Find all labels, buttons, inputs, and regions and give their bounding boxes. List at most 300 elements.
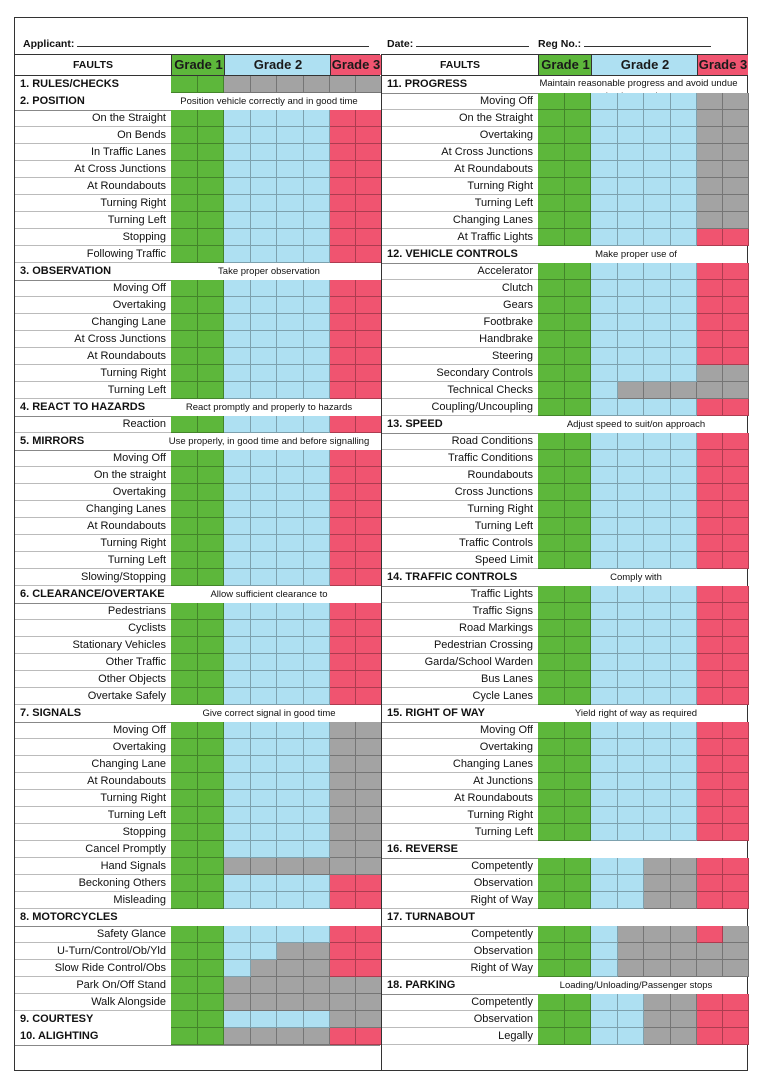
grade3-cell[interactable] [697, 467, 723, 484]
grade3-cell[interactable] [356, 671, 382, 688]
grade3-cell[interactable] [330, 671, 356, 688]
grade2-cell[interactable] [671, 450, 698, 467]
grade2-cell[interactable] [304, 212, 331, 229]
grade2-cell[interactable] [224, 807, 251, 824]
grade1-cell[interactable] [171, 246, 198, 263]
grade3-cell[interactable] [697, 484, 723, 501]
grade2-cell[interactable] [251, 654, 278, 671]
grade3-cell[interactable] [330, 518, 356, 535]
grade3-cell[interactable] [330, 960, 356, 977]
grade2-cell[interactable] [618, 229, 645, 246]
grade2-cell[interactable] [644, 365, 671, 382]
grade3-cell[interactable] [330, 943, 356, 960]
grade2-cell[interactable] [644, 280, 671, 297]
grade3-cell[interactable] [723, 1011, 749, 1028]
grade2-cell[interactable] [304, 552, 331, 569]
grade2-cell[interactable] [224, 127, 251, 144]
grade1-cell[interactable] [198, 76, 225, 93]
grade3-cell[interactable] [697, 807, 723, 824]
grade2-cell[interactable] [251, 892, 278, 909]
grade2-cell[interactable] [304, 722, 331, 739]
grade2-cell[interactable] [277, 875, 304, 892]
grade1-cell[interactable] [538, 773, 565, 790]
grade1-cell[interactable] [171, 773, 198, 790]
grade1-cell[interactable] [171, 331, 198, 348]
grade2-cell[interactable] [671, 399, 698, 416]
grade1-cell[interactable] [565, 280, 592, 297]
grade2-cell[interactable] [224, 501, 251, 518]
grade1-cell[interactable] [198, 110, 225, 127]
grade1-cell[interactable] [198, 654, 225, 671]
grade2-cell[interactable] [251, 603, 278, 620]
grade2-cell[interactable] [671, 212, 698, 229]
grade1-cell[interactable] [538, 858, 565, 875]
grade2-cell[interactable] [618, 620, 645, 637]
grade1-cell[interactable] [171, 229, 198, 246]
grade1-cell[interactable] [565, 654, 592, 671]
grade2-cell[interactable] [277, 331, 304, 348]
grade3-cell[interactable] [330, 1028, 356, 1045]
grade2-cell[interactable] [224, 960, 251, 977]
grade2-cell[interactable] [251, 739, 278, 756]
grade3-cell[interactable] [330, 246, 356, 263]
grade1-cell[interactable] [538, 960, 565, 977]
grade2-cell[interactable] [277, 756, 304, 773]
grade3-cell[interactable] [697, 552, 723, 569]
grade3-cell[interactable] [356, 195, 382, 212]
grade2-cell[interactable] [591, 433, 618, 450]
grade1-cell[interactable] [538, 144, 565, 161]
grade1-cell[interactable] [198, 688, 225, 705]
grade2-cell[interactable] [591, 535, 618, 552]
grade1-cell[interactable] [171, 382, 198, 399]
grade2-cell[interactable] [251, 331, 278, 348]
grade2-cell[interactable] [671, 756, 698, 773]
grade1-cell[interactable] [198, 875, 225, 892]
grade1-cell[interactable] [565, 960, 592, 977]
grade2-cell[interactable] [591, 127, 618, 144]
grade1-cell[interactable] [565, 1011, 592, 1028]
grade2-cell[interactable] [671, 586, 698, 603]
grade2-cell[interactable] [251, 484, 278, 501]
grade2-cell[interactable] [277, 824, 304, 841]
grade3-cell[interactable] [356, 535, 382, 552]
grade1-cell[interactable] [198, 671, 225, 688]
grade2-cell[interactable] [277, 280, 304, 297]
grade3-cell[interactable] [697, 671, 723, 688]
grade3-cell[interactable] [697, 756, 723, 773]
grade1-cell[interactable] [565, 739, 592, 756]
grade1-cell[interactable] [171, 722, 198, 739]
grade3-cell[interactable] [356, 246, 382, 263]
grade3-cell[interactable] [356, 348, 382, 365]
grade2-cell[interactable] [304, 501, 331, 518]
grade1-cell[interactable] [565, 195, 592, 212]
grade2-cell[interactable] [304, 314, 331, 331]
grade2-cell[interactable] [251, 790, 278, 807]
grade1-cell[interactable] [565, 637, 592, 654]
grade1-cell[interactable] [198, 858, 225, 875]
grade2-cell[interactable] [277, 722, 304, 739]
grade2-cell[interactable] [591, 671, 618, 688]
grade2-cell[interactable] [591, 229, 618, 246]
grade1-cell[interactable] [171, 348, 198, 365]
grade2-cell[interactable] [591, 620, 618, 637]
grade3-cell[interactable] [723, 620, 749, 637]
grade1-cell[interactable] [198, 994, 225, 1011]
grade2-cell[interactable] [304, 756, 331, 773]
grade2-cell[interactable] [644, 450, 671, 467]
grade1-cell[interactable] [538, 1011, 565, 1028]
grade1-cell[interactable] [565, 824, 592, 841]
grade2-cell[interactable] [591, 654, 618, 671]
grade1-cell[interactable] [538, 93, 565, 110]
grade2-cell[interactable] [251, 569, 278, 586]
grade1-cell[interactable] [565, 773, 592, 790]
grade1-cell[interactable] [198, 314, 225, 331]
grade2-cell[interactable] [618, 433, 645, 450]
grade3-cell[interactable] [697, 586, 723, 603]
grade2-cell[interactable] [671, 331, 698, 348]
grade1-cell[interactable] [198, 246, 225, 263]
grade2-cell[interactable] [644, 178, 671, 195]
grade1-cell[interactable] [538, 212, 565, 229]
grade1-cell[interactable] [171, 450, 198, 467]
grade1-cell[interactable] [198, 824, 225, 841]
grade1-cell[interactable] [198, 637, 225, 654]
grade2-cell[interactable] [251, 943, 278, 960]
grade1-cell[interactable] [538, 739, 565, 756]
grade1-cell[interactable] [538, 824, 565, 841]
grade1-cell[interactable] [538, 518, 565, 535]
grade2-cell[interactable] [304, 892, 331, 909]
grade2-cell[interactable] [618, 331, 645, 348]
grade1-cell[interactable] [565, 892, 592, 909]
grade2-cell[interactable] [251, 688, 278, 705]
grade2-cell[interactable] [224, 756, 251, 773]
grade2-cell[interactable] [591, 688, 618, 705]
grade2-cell[interactable] [644, 484, 671, 501]
grade1-cell[interactable] [538, 943, 565, 960]
grade2-cell[interactable] [304, 824, 331, 841]
grade1-cell[interactable] [565, 212, 592, 229]
grade3-cell[interactable] [723, 484, 749, 501]
grade2-cell[interactable] [591, 93, 618, 110]
grade2-cell[interactable] [251, 348, 278, 365]
grade3-cell[interactable] [723, 552, 749, 569]
grade3-cell[interactable] [330, 501, 356, 518]
grade1-cell[interactable] [198, 790, 225, 807]
grade1-cell[interactable] [198, 841, 225, 858]
grade2-cell[interactable] [618, 212, 645, 229]
grade1-cell[interactable] [198, 195, 225, 212]
grade1-cell[interactable] [565, 535, 592, 552]
grade1-cell[interactable] [171, 620, 198, 637]
grade2-cell[interactable] [644, 654, 671, 671]
grade2-cell[interactable] [671, 790, 698, 807]
grade2-cell[interactable] [618, 1011, 645, 1028]
grade3-cell[interactable] [723, 892, 749, 909]
grade2-cell[interactable] [644, 127, 671, 144]
grade2-cell[interactable] [644, 586, 671, 603]
grade2-cell[interactable] [277, 671, 304, 688]
grade2-cell[interactable] [224, 297, 251, 314]
grade1-cell[interactable] [538, 467, 565, 484]
grade3-cell[interactable] [356, 875, 382, 892]
grade3-cell[interactable] [356, 450, 382, 467]
grade3-cell[interactable] [330, 620, 356, 637]
grade1-cell[interactable] [538, 892, 565, 909]
grade3-cell[interactable] [723, 875, 749, 892]
grade2-cell[interactable] [304, 127, 331, 144]
grade3-cell[interactable] [697, 926, 723, 943]
grade3-cell[interactable] [330, 892, 356, 909]
grade2-cell[interactable] [591, 807, 618, 824]
grade2-cell[interactable] [251, 280, 278, 297]
grade2-cell[interactable] [618, 314, 645, 331]
grade1-cell[interactable] [565, 467, 592, 484]
grade3-cell[interactable] [697, 535, 723, 552]
grade3-cell[interactable] [723, 450, 749, 467]
grade2-cell[interactable] [304, 637, 331, 654]
grade1-cell[interactable] [565, 382, 592, 399]
grade3-cell[interactable] [330, 144, 356, 161]
grade2-cell[interactable] [251, 246, 278, 263]
grade1-cell[interactable] [538, 501, 565, 518]
grade2-cell[interactable] [644, 93, 671, 110]
grade1-cell[interactable] [565, 229, 592, 246]
grade2-cell[interactable] [277, 127, 304, 144]
grade2-cell[interactable] [224, 450, 251, 467]
grade3-cell[interactable] [697, 314, 723, 331]
grade1-cell[interactable] [565, 807, 592, 824]
grade3-cell[interactable] [356, 416, 382, 433]
grade3-cell[interactable] [723, 586, 749, 603]
grade2-cell[interactable] [224, 280, 251, 297]
grade3-cell[interactable] [697, 348, 723, 365]
grade1-cell[interactable] [538, 1028, 565, 1045]
grade1-cell[interactable] [565, 688, 592, 705]
grade1-cell[interactable] [198, 127, 225, 144]
grade3-cell[interactable] [356, 110, 382, 127]
grade1-cell[interactable] [565, 620, 592, 637]
grade2-cell[interactable] [304, 535, 331, 552]
grade3-cell[interactable] [723, 671, 749, 688]
grade2-cell[interactable] [224, 195, 251, 212]
grade2-cell[interactable] [251, 841, 278, 858]
grade2-cell[interactable] [671, 110, 698, 127]
grade1-cell[interactable] [565, 314, 592, 331]
grade2-cell[interactable] [224, 892, 251, 909]
grade2-cell[interactable] [644, 552, 671, 569]
grade3-cell[interactable] [330, 688, 356, 705]
grade1-cell[interactable] [198, 501, 225, 518]
grade2-cell[interactable] [591, 739, 618, 756]
grade1-cell[interactable] [171, 569, 198, 586]
grade3-cell[interactable] [723, 297, 749, 314]
grade2-cell[interactable] [304, 807, 331, 824]
grade3-cell[interactable] [356, 484, 382, 501]
grade1-cell[interactable] [171, 297, 198, 314]
grade1-cell[interactable] [171, 739, 198, 756]
grade1-cell[interactable] [538, 331, 565, 348]
grade1-cell[interactable] [198, 297, 225, 314]
grade2-cell[interactable] [224, 943, 251, 960]
grade1-cell[interactable] [198, 552, 225, 569]
grade1-cell[interactable] [538, 195, 565, 212]
grade3-cell[interactable] [330, 603, 356, 620]
grade1-cell[interactable] [565, 790, 592, 807]
grade2-cell[interactable] [618, 297, 645, 314]
grade3-cell[interactable] [356, 280, 382, 297]
grade1-cell[interactable] [565, 926, 592, 943]
grade2-cell[interactable] [277, 637, 304, 654]
grade2-cell[interactable] [644, 348, 671, 365]
grade2-cell[interactable] [671, 688, 698, 705]
grade2-cell[interactable] [224, 637, 251, 654]
grade2-cell[interactable] [644, 501, 671, 518]
grade1-cell[interactable] [538, 229, 565, 246]
grade1-cell[interactable] [538, 297, 565, 314]
grade2-cell[interactable] [224, 722, 251, 739]
grade3-cell[interactable] [330, 297, 356, 314]
grade1-cell[interactable] [198, 348, 225, 365]
grade2-cell[interactable] [277, 450, 304, 467]
grade1-cell[interactable] [198, 178, 225, 195]
grade1-cell[interactable] [171, 994, 198, 1011]
grade1-cell[interactable] [171, 501, 198, 518]
grade2-cell[interactable] [618, 603, 645, 620]
grade3-cell[interactable] [697, 263, 723, 280]
grade3-cell[interactable] [330, 229, 356, 246]
grade3-cell[interactable] [697, 637, 723, 654]
grade1-cell[interactable] [538, 161, 565, 178]
grade2-cell[interactable] [618, 688, 645, 705]
grade1-cell[interactable] [538, 654, 565, 671]
grade3-cell[interactable] [330, 110, 356, 127]
grade3-cell[interactable] [356, 178, 382, 195]
grade2-cell[interactable] [224, 790, 251, 807]
grade1-cell[interactable] [171, 178, 198, 195]
grade2-cell[interactable] [251, 926, 278, 943]
grade2-cell[interactable] [618, 484, 645, 501]
grade3-cell[interactable] [356, 365, 382, 382]
grade2-cell[interactable] [671, 297, 698, 314]
grade2-cell[interactable] [251, 178, 278, 195]
grade1-cell[interactable] [538, 552, 565, 569]
grade2-cell[interactable] [304, 467, 331, 484]
grade1-cell[interactable] [538, 620, 565, 637]
grade2-cell[interactable] [644, 620, 671, 637]
grade3-cell[interactable] [330, 348, 356, 365]
grade2-cell[interactable] [591, 212, 618, 229]
grade3-cell[interactable] [723, 654, 749, 671]
grade2-cell[interactable] [251, 722, 278, 739]
grade1-cell[interactable] [198, 280, 225, 297]
grade2-cell[interactable] [671, 314, 698, 331]
grade2-cell[interactable] [277, 841, 304, 858]
grade1-cell[interactable] [565, 365, 592, 382]
grade3-cell[interactable] [356, 926, 382, 943]
grade2-cell[interactable] [591, 161, 618, 178]
grade2-cell[interactable] [304, 773, 331, 790]
grade2-cell[interactable] [591, 552, 618, 569]
grade2-cell[interactable] [224, 552, 251, 569]
grade3-cell[interactable] [697, 603, 723, 620]
grade1-cell[interactable] [565, 297, 592, 314]
grade2-cell[interactable] [618, 399, 645, 416]
grade3-cell[interactable] [697, 722, 723, 739]
grade3-cell[interactable] [330, 484, 356, 501]
grade3-cell[interactable] [356, 161, 382, 178]
grade2-cell[interactable] [304, 161, 331, 178]
grade2-cell[interactable] [591, 467, 618, 484]
grade3-cell[interactable] [356, 688, 382, 705]
grade3-cell[interactable] [697, 450, 723, 467]
grade1-cell[interactable] [538, 790, 565, 807]
grade2-cell[interactable] [277, 739, 304, 756]
grade2-cell[interactable] [618, 280, 645, 297]
grade3-cell[interactable] [723, 858, 749, 875]
grade1-cell[interactable] [171, 926, 198, 943]
grade2-cell[interactable] [591, 178, 618, 195]
grade2-cell[interactable] [277, 1011, 304, 1028]
grade1-cell[interactable] [198, 926, 225, 943]
grade2-cell[interactable] [644, 637, 671, 654]
grade1-cell[interactable] [171, 875, 198, 892]
grade2-cell[interactable] [277, 144, 304, 161]
grade2-cell[interactable] [591, 144, 618, 161]
grade2-cell[interactable] [671, 671, 698, 688]
grade2-cell[interactable] [671, 620, 698, 637]
grade2-cell[interactable] [251, 518, 278, 535]
grade2-cell[interactable] [251, 195, 278, 212]
grade3-cell[interactable] [697, 739, 723, 756]
grade1-cell[interactable] [198, 722, 225, 739]
grade3-cell[interactable] [356, 314, 382, 331]
grade3-cell[interactable] [723, 433, 749, 450]
grade2-cell[interactable] [251, 637, 278, 654]
grade2-cell[interactable] [277, 348, 304, 365]
grade3-cell[interactable] [330, 331, 356, 348]
grade2-cell[interactable] [251, 161, 278, 178]
grade1-cell[interactable] [171, 110, 198, 127]
grade1-cell[interactable] [538, 722, 565, 739]
grade1-cell[interactable] [538, 314, 565, 331]
grade1-cell[interactable] [538, 875, 565, 892]
grade1-cell[interactable] [171, 76, 198, 93]
grade3-cell[interactable] [697, 433, 723, 450]
grade2-cell[interactable] [304, 671, 331, 688]
grade2-cell[interactable] [304, 280, 331, 297]
grade3-cell[interactable] [697, 280, 723, 297]
grade1-cell[interactable] [171, 484, 198, 501]
grade2-cell[interactable] [591, 994, 618, 1011]
grade3-cell[interactable] [723, 756, 749, 773]
grade1-cell[interactable] [171, 756, 198, 773]
grade3-cell[interactable] [356, 501, 382, 518]
grade1-cell[interactable] [565, 943, 592, 960]
grade2-cell[interactable] [304, 450, 331, 467]
grade1-cell[interactable] [198, 892, 225, 909]
grade1-cell[interactable] [171, 960, 198, 977]
grade2-cell[interactable] [644, 399, 671, 416]
grade1-cell[interactable] [538, 535, 565, 552]
grade2-cell[interactable] [644, 807, 671, 824]
grade1-cell[interactable] [198, 943, 225, 960]
grade2-cell[interactable] [671, 348, 698, 365]
grade2-cell[interactable] [304, 331, 331, 348]
